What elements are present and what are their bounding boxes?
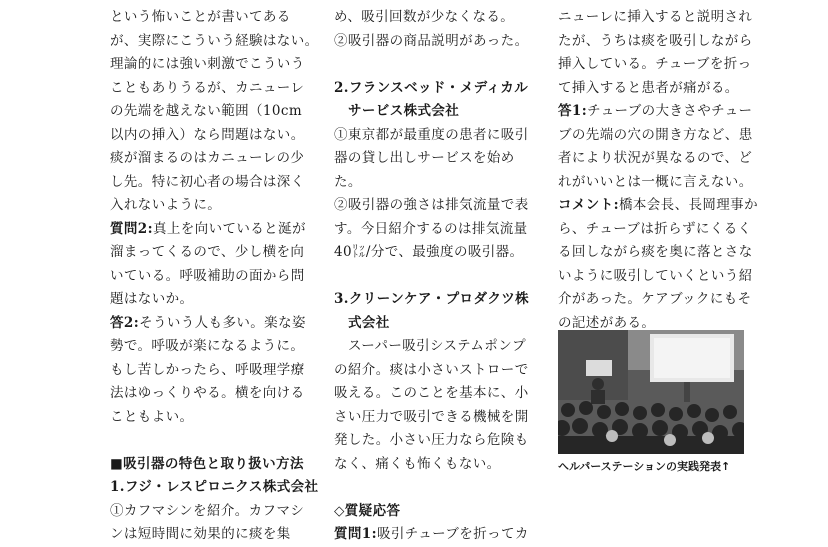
- qa-label: コメント:: [558, 197, 619, 213]
- text-line: る回しながら痰を奥に落とさな: [558, 244, 753, 260]
- text-line: [558, 194, 758, 218]
- qa-label: 答2:: [110, 314, 140, 331]
- text-line: の記述がある。: [558, 314, 656, 331]
- seminar-photo: [558, 330, 744, 454]
- text-line: 器の貸し出しサービスを始め: [334, 150, 515, 166]
- text-line: 1.フジ・レスピロニクス株式会社: [110, 479, 319, 495]
- text-line: サービス株式会社: [348, 103, 460, 119]
- qa-label: 答1:: [558, 103, 588, 119]
- text-line: 者により状況が異なるので、ど: [558, 150, 753, 166]
- text-line: 40㍑/分で、最強度の吸引器。: [334, 244, 524, 260]
- text-line: 入れないように。: [110, 197, 222, 213]
- text-line: ②吸引器の強さは排気流量で表: [334, 197, 529, 213]
- blank-line: [334, 53, 534, 77]
- qa-label: 質問1:: [334, 526, 377, 542]
- text-line: [334, 523, 534, 547]
- text-line: こともありうるが、カニューレ: [110, 79, 305, 96]
- text-line: て挿入すると患者が痛がる。: [558, 79, 739, 96]
- text-line: し先。特に初心者の場合は深く: [110, 173, 305, 190]
- text-line: [110, 312, 310, 336]
- qa-text: そういう人も多い。楽な姿: [139, 314, 306, 331]
- text-line: いている。呼吸補助の面から問: [110, 267, 305, 284]
- text-line: 3.クリーンケア・プロダクツ株: [334, 291, 530, 307]
- text-line: 勢で。呼吸が楽になるように。: [110, 338, 305, 354]
- text-column-1: [110, 6, 319, 547]
- text-line: た。: [334, 173, 362, 190]
- qa-label: 質問2:: [110, 220, 153, 237]
- text-line: こともよい。: [110, 408, 194, 425]
- blank-line: [334, 476, 534, 500]
- text-line: [110, 218, 310, 242]
- text-line: もし苦しかったら、呼吸理学療: [110, 361, 305, 378]
- text-line: 吸える。このことを基本に、小: [334, 385, 529, 401]
- text-line: ブの先端の穴の開き方など、患: [558, 126, 753, 143]
- seminar-photo-image: [558, 330, 744, 454]
- text-line: ②吸引器の商品説明があった。: [334, 32, 529, 49]
- text-line: なく、痛くも怖くもない。: [334, 455, 501, 472]
- text-line: さい圧力で吸引できる機械を開: [334, 408, 529, 425]
- blank-line: [334, 265, 534, 289]
- qa-text: 吸引チューブを折ってカ: [376, 526, 529, 542]
- text-line: ンは短時間に効果的に痰を集: [110, 526, 291, 542]
- text-line: れがいいとは一概に言えない。: [558, 173, 753, 190]
- text-line: ①カフマシンを紹介。カフマシ: [110, 502, 305, 519]
- text-line: 溜まってくるので、少し横を向: [110, 244, 305, 260]
- text-line: の先端を越えない範囲（10cm: [110, 103, 303, 119]
- text-line: 介があった。ケアブックにもそ: [558, 291, 752, 307]
- text-column-2: [334, 6, 534, 547]
- text-line: 挿入している。チューブを折っ: [558, 56, 752, 72]
- text-line: 以内の挿入）なら問題はない。: [110, 126, 305, 143]
- text-column-3: [558, 6, 758, 335]
- text-line: スーパー吸引システムポンプ: [348, 338, 526, 354]
- text-line: の紹介。痰は小さいストローで: [334, 361, 529, 378]
- photo-caption: ヘルパーステーションの実践発表↑: [558, 460, 731, 473]
- text-line: め、吸引回数が少なくなる。: [334, 9, 515, 25]
- text-line: たが、うちは痰を吸引しながら: [558, 32, 753, 49]
- qa-text: チューブの大きさやチュー: [587, 103, 753, 119]
- qa-text: 真上を向いていると涎が: [152, 220, 306, 237]
- text-line: 題はないか。: [110, 291, 194, 307]
- qa-text: 橋本会長、長岡理事か: [618, 197, 758, 213]
- text-line: 法はゆっくりやる。横を向ける: [110, 385, 305, 401]
- text-line: ◇質疑応答: [334, 502, 401, 519]
- text-line: 発した。小さい圧力なら危険も: [334, 432, 529, 448]
- text-line: 理論的には強い刺激でこういう: [110, 56, 305, 72]
- text-line: す。今日紹介するのは排気流量: [334, 220, 528, 237]
- text-line: 式会社: [348, 314, 390, 331]
- text-line: [558, 100, 758, 124]
- text-line: という怖いことが書いてある: [110, 9, 291, 25]
- text-line: いように吸引していくという紹: [558, 267, 753, 284]
- text-line: ら、チューブは折らずにくるく: [558, 220, 752, 237]
- text-line: 2.フランスベッド・メディカル: [334, 79, 529, 96]
- text-line: ①東京都が最重度の患者に吸引: [334, 126, 529, 143]
- text-line: ■吸引器の特色と取り扱い方法: [110, 455, 304, 472]
- text-line: 痰が溜まるのはカニューレの少: [110, 150, 305, 166]
- text-line: ニューレに挿入すると説明され: [558, 9, 753, 25]
- text-line: が、実際にこういう経験はない。: [110, 32, 319, 49]
- blank-line: [110, 429, 310, 453]
